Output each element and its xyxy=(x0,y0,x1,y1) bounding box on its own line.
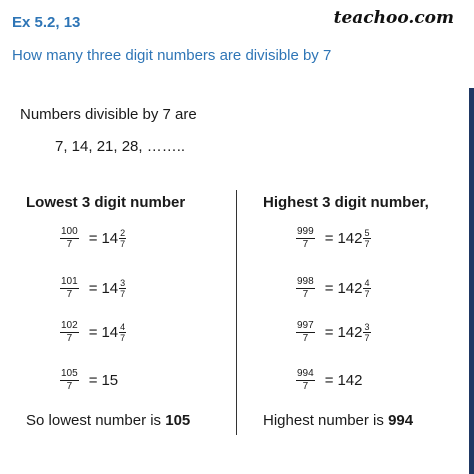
column-divider xyxy=(236,190,237,435)
mixed-number: 14 $\frac{3}{7}$ xyxy=(101,278,126,299)
question-text: How many three digit numbers are divisible by 7 xyxy=(12,47,332,64)
left-summary: So lowest number is 105 xyxy=(26,412,191,429)
mixed-number: 142 $\frac{4}{7}$ xyxy=(337,278,370,299)
brand-logo: teachoo.com xyxy=(333,8,454,28)
exercise-title: Ex 5.2, 13 xyxy=(12,14,81,31)
result-value: 15 xyxy=(101,372,119,389)
scrollbar[interactable] xyxy=(469,88,474,474)
left-equation-1: $\frac{100}{7}$ = 14 $\frac{2}{7}$ xyxy=(61,226,126,250)
fraction: $\frac{997}{7}$ xyxy=(297,320,314,344)
mixed-number: 142 $\frac{3}{7}$ xyxy=(337,322,370,343)
lowest-number: 105 xyxy=(165,412,191,429)
left-equation-4: $\frac{105}{7}$ = 15 xyxy=(61,368,119,392)
intro-text: Numbers divisible by 7 are xyxy=(20,106,197,123)
sequence-text: 7, 14, 21, 28, …….. xyxy=(55,138,186,155)
fraction: $\frac{994}{7}$ xyxy=(297,368,314,392)
fraction: $\frac{998}{7}$ xyxy=(297,276,314,300)
right-equation-3: $\frac{997}{7}$ = 142 $\frac{3}{7}$ xyxy=(297,320,370,344)
mixed-number: 14 $\frac{4}{7}$ xyxy=(101,322,126,343)
fraction: $\frac{999}{7}$ xyxy=(297,226,314,250)
left-equation-2: $\frac{101}{7}$ = 14 $\frac{3}{7}$ xyxy=(61,276,126,300)
fraction: $\frac{105}{7}$ xyxy=(61,368,78,392)
result-value: 142 xyxy=(337,372,363,389)
fraction: $\frac{102}{7}$ xyxy=(61,320,78,344)
right-equation-2: $\frac{998}{7}$ = 142 $\frac{4}{7}$ xyxy=(297,276,370,300)
mixed-number: 142 $\frac{5}{7}$ xyxy=(337,228,370,249)
right-column-heading: Highest 3 digit number, xyxy=(263,194,429,211)
fraction: $\frac{101}{7}$ xyxy=(61,276,78,300)
right-equation-4: $\frac{994}{7}$ = 142 xyxy=(297,368,363,392)
fraction: $\frac{100}{7}$ xyxy=(61,226,78,250)
right-equation-1: $\frac{999}{7}$ = 142 $\frac{5}{7}$ xyxy=(297,226,370,250)
highest-number: 994 xyxy=(388,412,414,429)
left-equation-3: $\frac{102}{7}$ = 14 $\frac{4}{7}$ xyxy=(61,320,126,344)
left-column-heading: Lowest 3 digit number xyxy=(26,194,186,211)
right-summary: Highest number is 994 xyxy=(263,412,414,429)
mixed-number: 14 $\frac{2}{7}$ xyxy=(101,228,126,249)
